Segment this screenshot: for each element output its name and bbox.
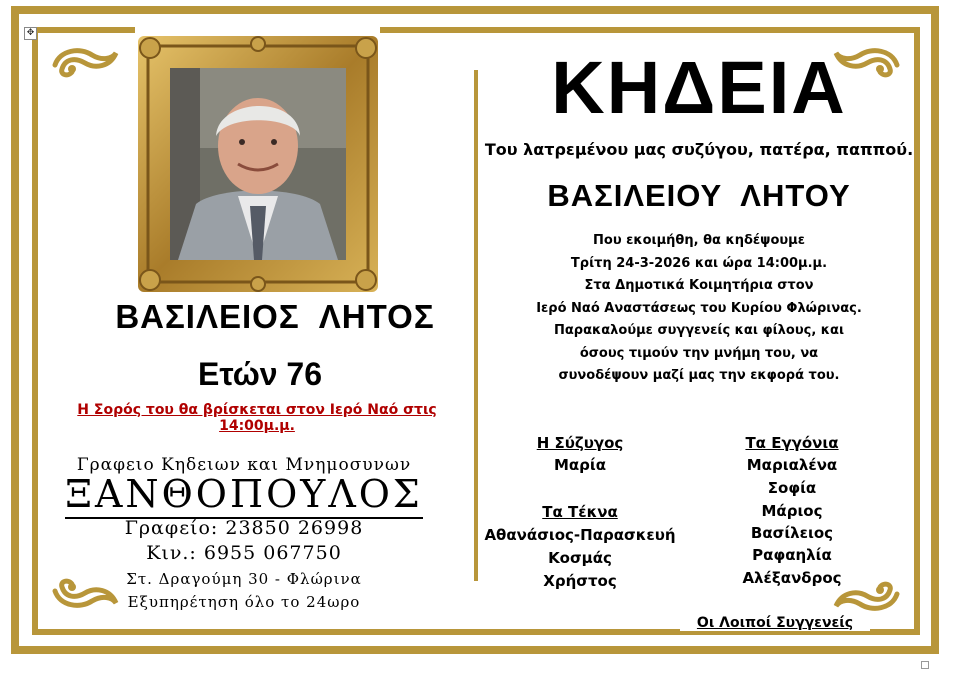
announcement-line: όσους τιμούν την μνήμη του, να: [579, 345, 819, 361]
mobile-phone: Κιν.: 6955 067750: [146, 542, 342, 564]
announcement-line: συνοδέψουν μαζί μας την εκφορά του.: [558, 368, 840, 383]
other-relatives: Οι Λοιποί Συγγενείς: [680, 615, 870, 631]
child-name: Χρήστος: [543, 572, 617, 590]
age: Ετών 76: [197, 356, 323, 392]
deceased-name-genitive: ΒΑΣΙΛΕΙΟΥ ΛΗΤΟΥ: [547, 178, 851, 213]
frame-gap-portrait: [135, 26, 380, 35]
portrait-photo: [138, 36, 378, 292]
announcement-line: Που εκοιμήθη, θα κηδέψουμε: [593, 233, 805, 248]
grandchild-name: Μαριαλένα: [746, 456, 838, 474]
grandchildren-heading: Τα Εγγόνια: [745, 434, 839, 452]
service-hours: Εξυπηρέτηση όλο το 24ωρο: [127, 593, 361, 611]
announcement-line: Παρακαλούμε συγγενείς και φίλους, και: [553, 323, 845, 338]
grandchild-name: Σοφία: [767, 479, 817, 497]
office-phone: Γραφείο: 23850 26998: [124, 517, 364, 539]
grandchild-name: Βασίλειος: [750, 524, 834, 542]
announcement-line: Ιερό Ναό Αναστάσεως του Κυρίου Φλώρινας.: [536, 300, 862, 316]
address: Στ. Δραγούμη 30 - Φλώρινα: [126, 570, 362, 588]
table-move-handle[interactable]: ✥: [24, 27, 37, 40]
subtitle: Του λατρεμένου μας συζύγου, πατέρα, παππού.: [484, 140, 914, 159]
child-name: Αθανάσιος-Παρασκευή: [484, 526, 676, 544]
funeral-office-line: Γραφειο Κηδειων και Μνημοσυνων: [76, 455, 412, 475]
children-heading: Τα Τέκνα: [542, 503, 618, 521]
ornament-top-left: [50, 45, 120, 81]
deceased-name: ΒΑΣΙΛΕΙΟΣ ΛΗΤΟΣ: [115, 298, 435, 335]
grandchild-name: Ραφαηλία: [752, 546, 832, 564]
spouse-name: Μαρία: [553, 456, 607, 474]
spouse-heading: Η Σύζυγος: [536, 434, 624, 452]
grandchild-name: Μάριος: [761, 502, 823, 520]
child-name: Κοσμάς: [548, 549, 612, 567]
announcement-text: [478, 230, 920, 388]
announcement-line: Τρίτη 24-3-2026 και ώρα 14:00μ.μ.: [570, 255, 828, 271]
funeral-home-brand: [40, 472, 448, 516]
announcement-line: Στα Δημοτικά Κοιμητήρια στον: [584, 278, 814, 293]
brand-text: ΞΑΝΘΟΠΟΥΛΟΣ: [65, 472, 423, 519]
grandchild-name: Αλέξανδρος: [742, 569, 842, 587]
funeral-title: ΚΗΔΕΙΑ: [551, 46, 847, 129]
table-resize-handle[interactable]: [921, 661, 929, 669]
coffin-note: Η Σορός του θα βρίσκεται στον Ιερό Ναό στις 14:00μ.μ.: [77, 402, 437, 434]
